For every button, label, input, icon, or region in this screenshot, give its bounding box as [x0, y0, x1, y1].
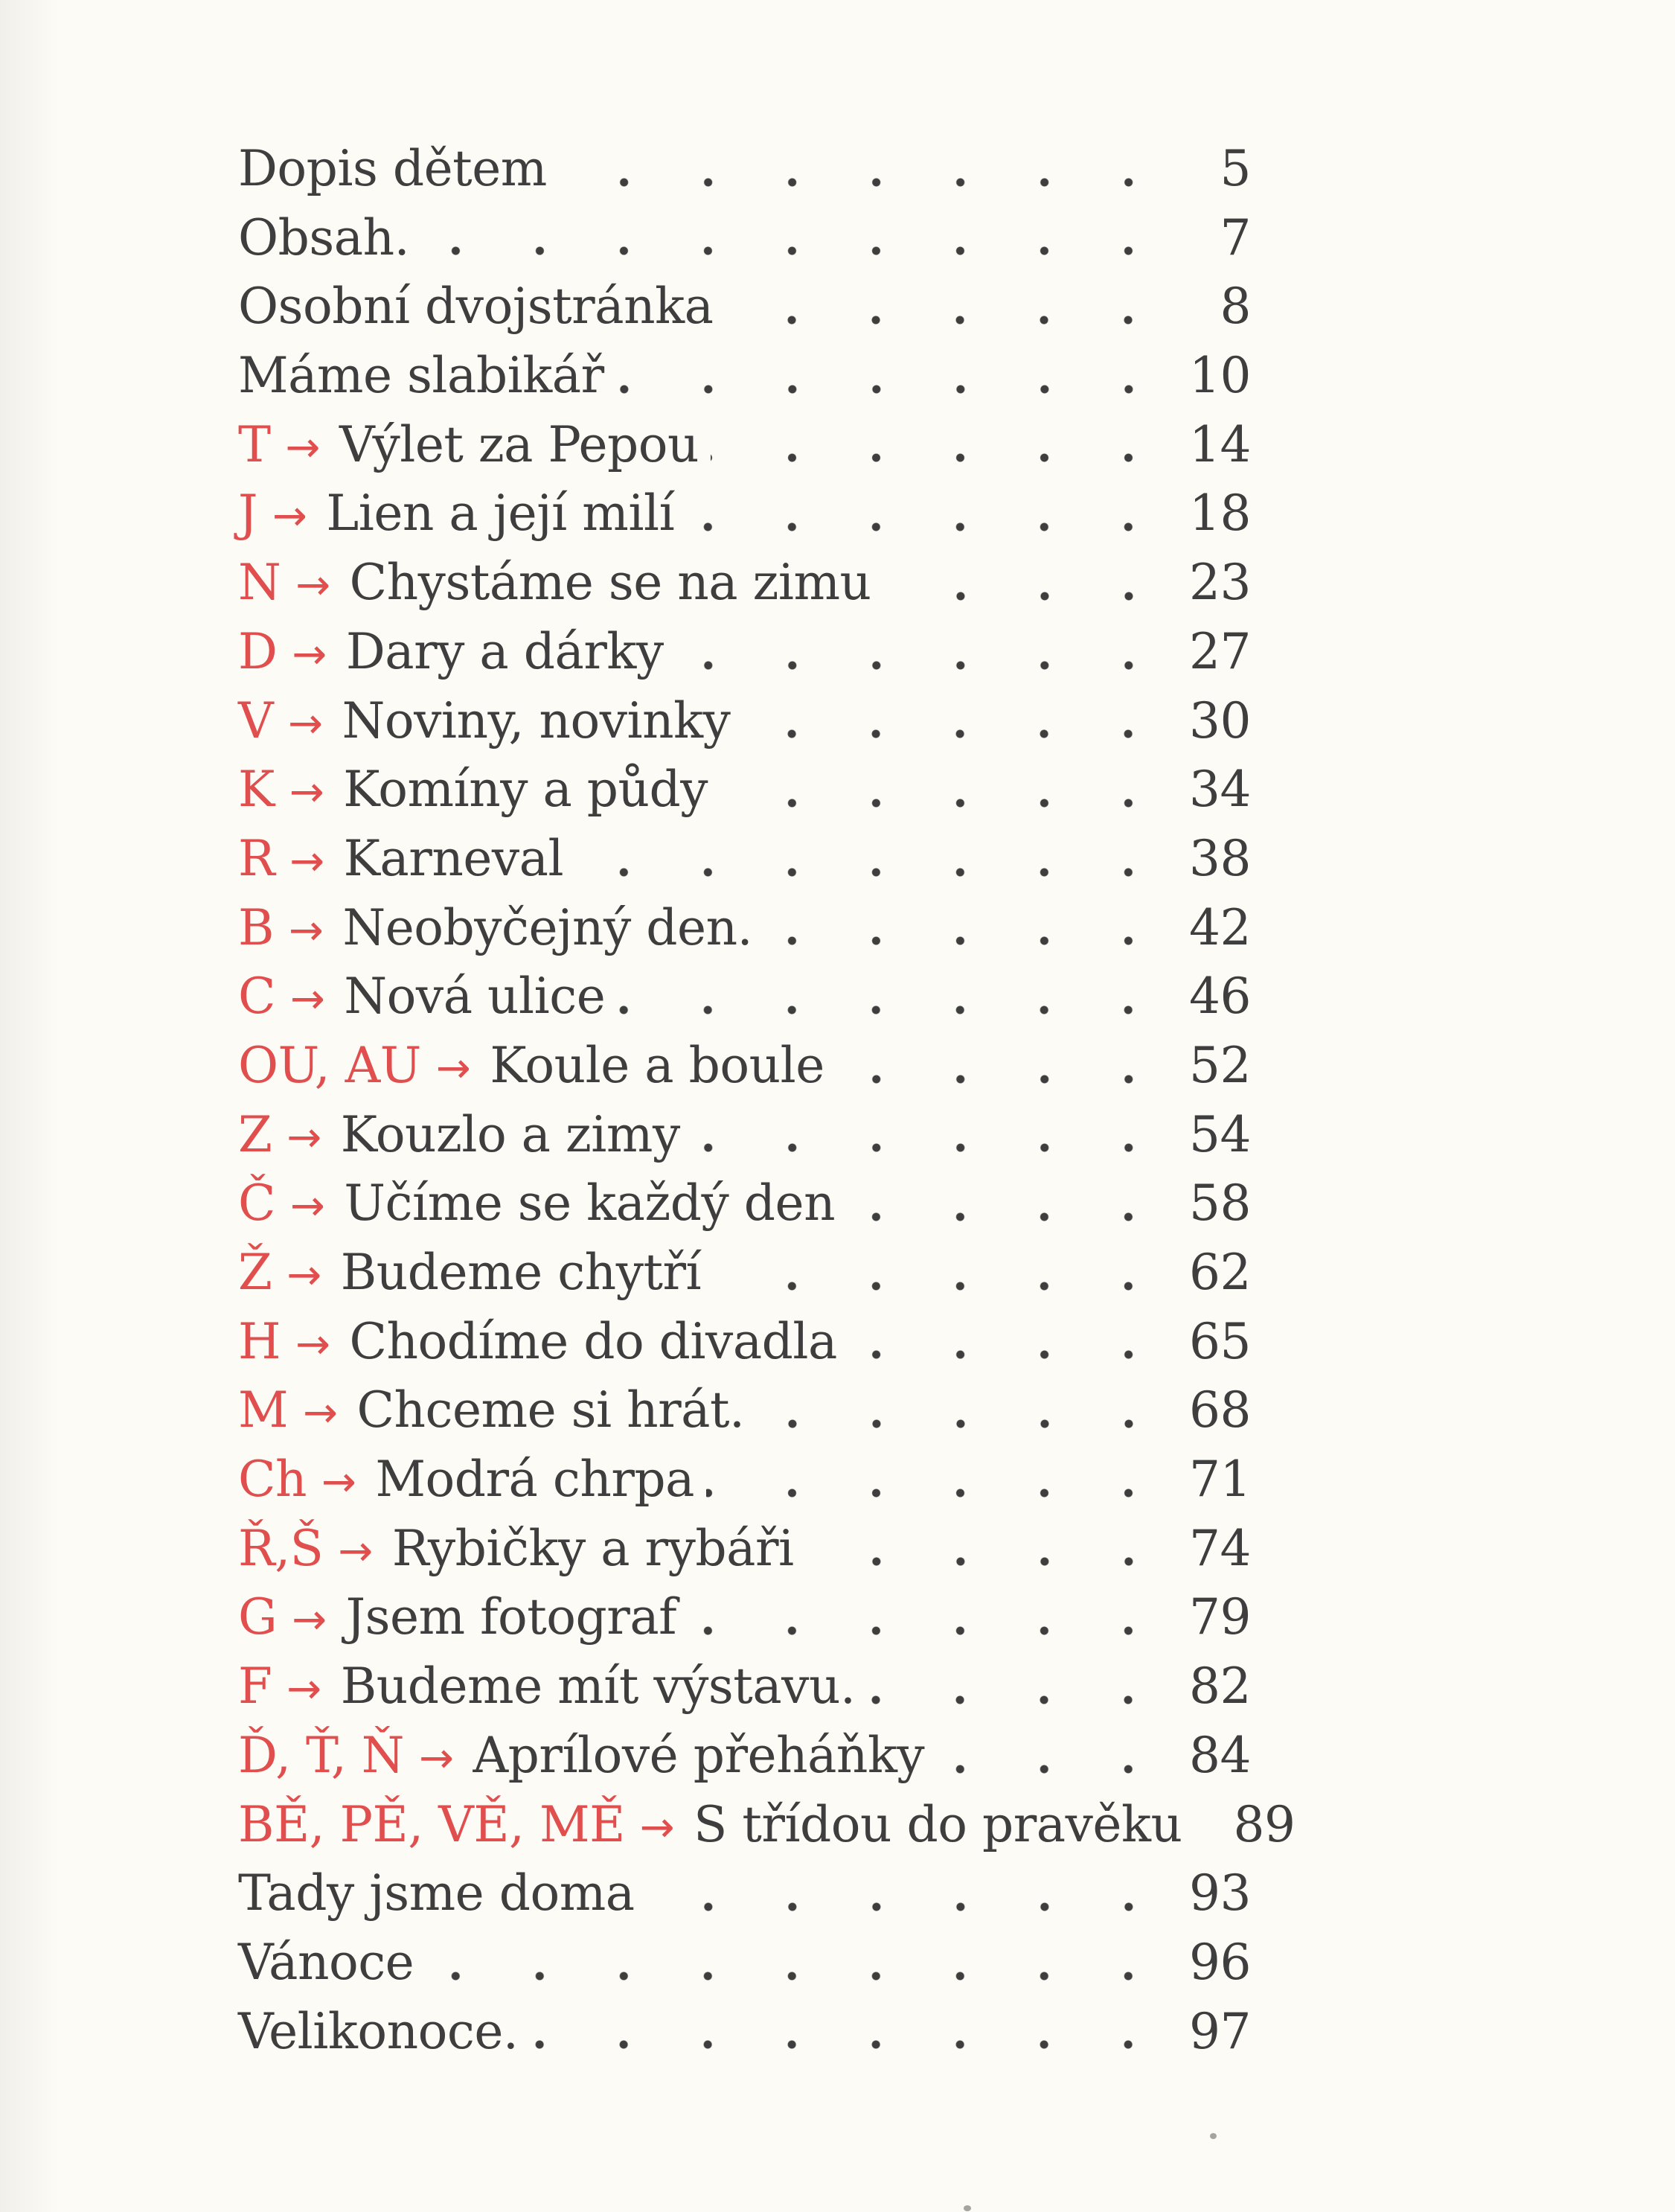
chapter-letter: Č — [238, 1174, 275, 1233]
dot-leader — [647, 1864, 1176, 1934]
entry-title: S třídou do pravěku — [694, 1795, 1182, 1853]
toc-entry — [238, 761, 1251, 830]
dot-leader — [1194, 1796, 1220, 1865]
chapter-letter: Ď, Ť, Ň — [238, 1726, 405, 1784]
dot-leader — [742, 692, 1176, 761]
page-number: 27 — [1189, 622, 1251, 680]
toc-entry — [238, 2003, 1251, 2072]
page-number: 42 — [1189, 898, 1251, 956]
chapter-letter: C — [238, 968, 275, 1026]
dot-leader — [711, 416, 1176, 485]
page-edge-shading — [0, 0, 60, 2212]
entry-title: Noviny, novinky — [342, 691, 731, 749]
dot-leader — [688, 1588, 1176, 1658]
entry-title: Osobní dvojstránka — [238, 278, 714, 336]
entry-title: Modrá chrpa — [375, 1451, 694, 1509]
entry-title: Učíme se každý den — [344, 1174, 836, 1233]
dot-leader — [559, 140, 1176, 209]
dot-leader — [720, 761, 1176, 830]
chapter-letter: OU, AU — [238, 1036, 421, 1094]
entry-title: Neobyčejný den. — [342, 898, 753, 956]
chapter-letter: R — [238, 829, 275, 887]
dot-leader — [713, 1244, 1176, 1313]
entry-title: Vánoce — [238, 1933, 414, 1991]
page-number: 8 — [1220, 278, 1251, 336]
chapter-letter: Ř,Š — [238, 1519, 324, 1577]
arrow-icon: → — [272, 492, 307, 541]
chapter-letter: T — [238, 415, 271, 473]
page-number: 93 — [1189, 1864, 1251, 1922]
arrow-icon: → — [289, 837, 324, 886]
dot-leader — [836, 1037, 1176, 1106]
page-number: 54 — [1189, 1105, 1251, 1163]
toc-entry — [238, 830, 1251, 899]
page-number: 52 — [1189, 1036, 1251, 1094]
scan-speck — [1210, 2133, 1217, 2139]
entry-title: Máme slabikář — [238, 347, 604, 405]
entry-title: Budeme mít výstavu. — [340, 1658, 856, 1716]
entry-title: Kouzlo a zimy — [340, 1105, 680, 1163]
toc-entry — [238, 1381, 1251, 1451]
dot-leader — [530, 2003, 1176, 2072]
dot-leader — [936, 1727, 1176, 1796]
toc-entry — [238, 1727, 1251, 1796]
chapter-letter: K — [238, 761, 275, 819]
chapter-letter: F — [238, 1658, 272, 1716]
dot-leader — [676, 623, 1176, 692]
entry-title: Dary a dárky — [345, 622, 664, 680]
page-number: 71 — [1189, 1451, 1251, 1509]
page-number: 30 — [1189, 691, 1251, 749]
chapter-letter: J — [238, 485, 257, 543]
arrow-icon: → — [419, 1733, 454, 1783]
toc-entry — [238, 1658, 1251, 1727]
page-number: 18 — [1189, 485, 1251, 543]
arrow-icon: → — [290, 1182, 325, 1231]
arrow-icon: → — [295, 1320, 330, 1369]
toc-entry — [238, 1313, 1251, 1382]
page-number: 84 — [1189, 1726, 1251, 1784]
page-number: 89 — [1233, 1795, 1296, 1853]
page-number: 7 — [1220, 208, 1251, 266]
arrow-icon: → — [285, 423, 320, 472]
page-number: 79 — [1189, 1588, 1251, 1646]
entry-title: Velikonoce. — [238, 2002, 519, 2060]
table-of-contents — [238, 140, 1296, 2071]
entry-title: Koule a boule — [490, 1036, 824, 1094]
entry-title: Jsem fotograf — [345, 1588, 677, 1646]
page-number: 62 — [1189, 1244, 1251, 1301]
toc-entry — [238, 1174, 1251, 1244]
entry-title: Výlet za Pepou — [339, 415, 699, 473]
chapter-letter: Ch — [238, 1451, 307, 1509]
page-number: 96 — [1189, 1933, 1251, 1991]
toc-entry — [238, 692, 1251, 761]
toc-entry — [238, 1106, 1251, 1175]
page-number: 74 — [1189, 1519, 1251, 1577]
page-number: 97 — [1189, 2002, 1251, 2060]
dot-leader — [575, 830, 1176, 899]
arrow-icon: → — [338, 1527, 373, 1576]
toc-entry — [238, 1520, 1251, 1589]
page-number: 58 — [1189, 1174, 1251, 1233]
entry-title: Lien a její milí — [326, 485, 675, 543]
arrow-icon: → — [292, 1596, 327, 1645]
entry-title: Chodíme do divadla — [349, 1312, 837, 1370]
dot-leader — [764, 899, 1176, 968]
dot-leader — [725, 278, 1176, 347]
arrow-icon: → — [289, 768, 324, 817]
chapter-letter: Ž — [238, 1244, 272, 1301]
chapter-letter: M — [238, 1381, 289, 1439]
page-number: 14 — [1189, 415, 1251, 473]
page-number: 68 — [1189, 1381, 1251, 1439]
dot-leader — [706, 1451, 1176, 1520]
arrow-icon: → — [286, 1665, 321, 1714]
dot-leader — [686, 485, 1176, 554]
toc-entry — [238, 899, 1251, 968]
arrow-icon: → — [435, 1043, 471, 1093]
page-number: 46 — [1189, 968, 1251, 1026]
arrow-icon: → — [286, 1251, 321, 1300]
chapter-letter: H — [238, 1312, 281, 1370]
toc-entry — [238, 1588, 1251, 1658]
dot-leader — [806, 1520, 1176, 1589]
chapter-letter: N — [238, 554, 281, 612]
toc-entry — [238, 1934, 1251, 2003]
entry-title: Dopis dětem — [238, 140, 547, 197]
toc-entry — [238, 1864, 1251, 1934]
dot-leader — [426, 1934, 1176, 2003]
toc-entry — [238, 209, 1251, 278]
toc-entry — [238, 347, 1251, 416]
arrow-icon: → — [288, 699, 323, 748]
chapter-letter: G — [238, 1588, 278, 1646]
dot-leader — [883, 554, 1176, 623]
toc-entry — [238, 1795, 1296, 1865]
chapter-letter: BĚ, PĚ, VĚ, MĚ — [238, 1795, 625, 1853]
page-number: 34 — [1189, 761, 1251, 819]
chapter-letter: Z — [238, 1105, 272, 1163]
toc-entry — [238, 968, 1251, 1037]
entry-title: Nová ulice — [344, 968, 606, 1026]
page-number: 38 — [1189, 829, 1251, 887]
toc-entry — [238, 554, 1251, 623]
arrow-icon: → — [321, 1458, 356, 1507]
entry-title: Karneval — [343, 829, 564, 887]
scan-speck — [964, 2205, 971, 2211]
chapter-letter: V — [238, 691, 274, 749]
entry-title: Komíny a půdy — [343, 761, 708, 819]
toc-entry — [238, 140, 1251, 209]
entry-title: Chceme si hrát. — [356, 1381, 745, 1439]
toc-entry — [238, 278, 1251, 347]
arrow-icon: → — [639, 1803, 675, 1852]
dot-leader — [617, 968, 1176, 1037]
dot-leader — [421, 209, 1176, 278]
dot-leader — [692, 1106, 1176, 1175]
chapter-letter: D — [238, 622, 278, 680]
entry-title: Chystáme se na zimu — [349, 554, 871, 612]
toc-entry — [238, 623, 1251, 692]
entry-title: Aprílové přeháňky — [473, 1726, 925, 1784]
chapter-letter: B — [238, 898, 275, 956]
arrow-icon: → — [295, 561, 330, 610]
arrow-icon: → — [289, 906, 324, 955]
dot-leader — [616, 347, 1176, 416]
page-number: 23 — [1189, 554, 1251, 612]
entry-title: Obsah. — [238, 208, 410, 266]
toc-entry — [238, 1244, 1251, 1313]
arrow-icon: → — [292, 630, 327, 679]
entry-title: Tady jsme doma — [238, 1864, 635, 1922]
dot-leader — [757, 1381, 1176, 1451]
toc-entry — [238, 1451, 1251, 1520]
arrow-icon: → — [303, 1389, 338, 1438]
arrow-icon: → — [286, 1113, 321, 1162]
dot-leader — [849, 1313, 1176, 1382]
entry-title: Rybičky a rybáři — [391, 1519, 794, 1577]
page-number: 5 — [1220, 140, 1251, 197]
dot-leader — [867, 1658, 1176, 1727]
page-number: 10 — [1189, 347, 1251, 405]
toc-entry — [238, 485, 1251, 554]
page-number: 82 — [1189, 1658, 1251, 1716]
toc-entry — [238, 416, 1251, 485]
page-number: 65 — [1189, 1312, 1251, 1370]
dot-leader — [847, 1174, 1176, 1244]
toc-entry — [238, 1037, 1251, 1106]
arrow-icon: → — [290, 975, 325, 1024]
entry-title: Budeme chytří — [340, 1244, 702, 1301]
